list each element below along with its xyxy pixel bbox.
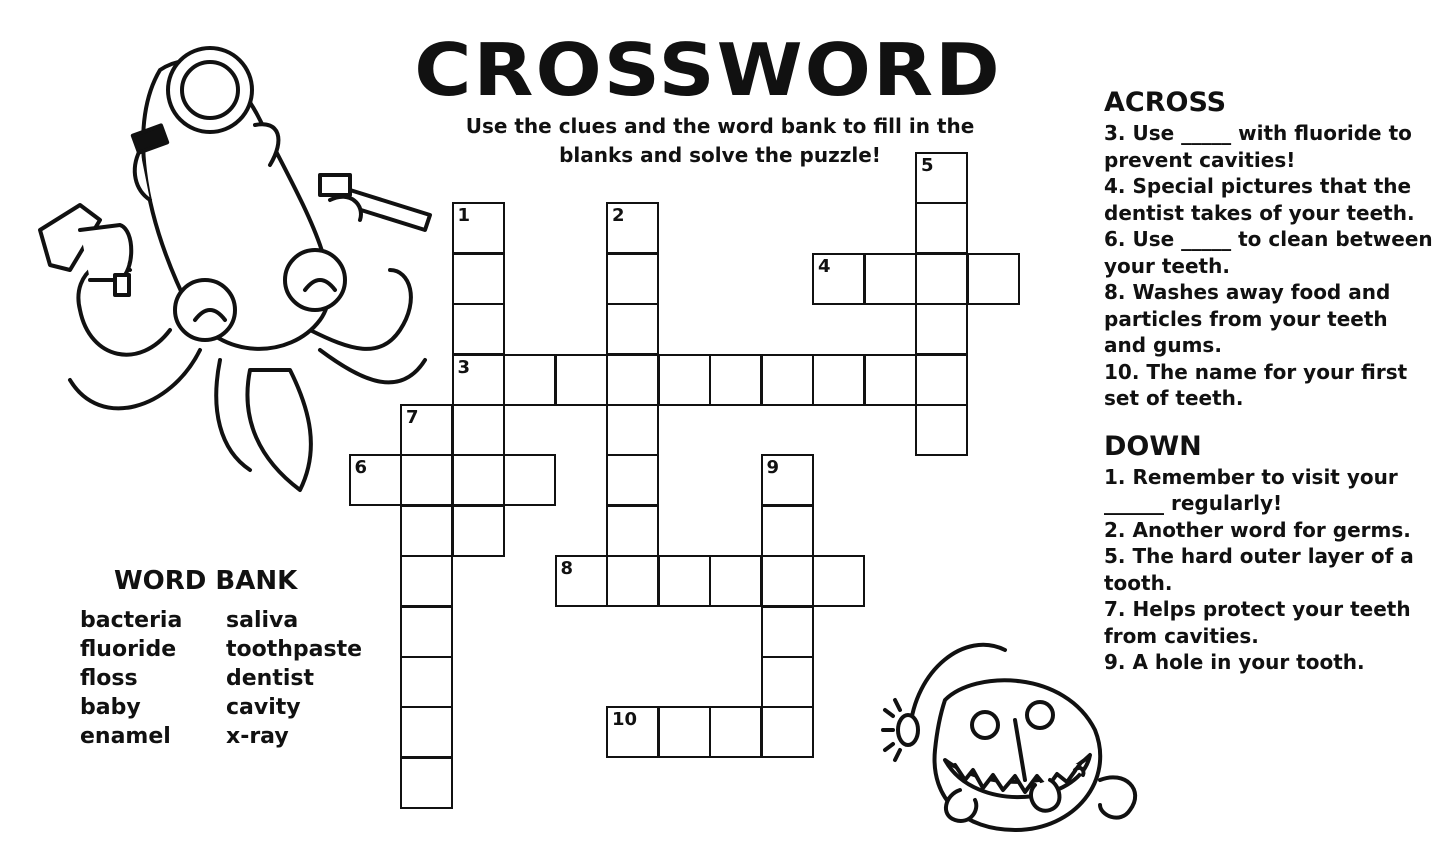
word-bank-word: floss	[80, 666, 138, 691]
clue-number: 7	[406, 407, 419, 428]
anglerfish-illustration	[875, 630, 1150, 855]
crossword-cell[interactable]	[452, 354, 505, 406]
clue-number: 4	[818, 255, 831, 277]
crossword-cell[interactable]	[864, 253, 917, 305]
down-clue-1: 1. Remember to visit your ______ regularly!	[1104, 464, 1398, 515]
crossword-cell[interactable]	[400, 606, 453, 658]
word-bank-word: bacteria	[80, 608, 183, 633]
crossword-cell[interactable]	[606, 404, 659, 456]
crossword-cell[interactable]	[606, 253, 659, 305]
crossword-cell[interactable]	[761, 454, 814, 506]
crossword-cell[interactable]	[812, 253, 865, 305]
crossword-cell[interactable]	[761, 706, 814, 758]
crossword-cell[interactable]	[606, 202, 659, 254]
word-bank-word: toothpaste	[226, 637, 363, 662]
instructions-line-1: Use the clues and the word bank to fill in the	[465, 114, 975, 138]
crossword-cell[interactable]	[658, 555, 711, 607]
crossword-cell[interactable]	[503, 354, 556, 406]
word-bank-word: x-ray	[226, 724, 289, 749]
crossword-cell[interactable]	[606, 303, 659, 355]
crossword-cell[interactable]	[658, 706, 711, 758]
down-heading: DOWN	[1104, 430, 1202, 462]
crossword-cell[interactable]	[709, 354, 762, 406]
word-bank-word: dentist	[226, 666, 314, 691]
crossword-cell[interactable]	[452, 253, 505, 305]
word-bank-word: baby	[80, 695, 141, 720]
crossword-cell[interactable]	[452, 303, 505, 355]
squid-dentist-illustration	[20, 30, 440, 510]
clue-number: 3	[457, 356, 471, 378]
crossword-cell[interactable]	[915, 152, 968, 204]
crossword-cell[interactable]	[967, 253, 1020, 305]
word-bank-word: saliva	[226, 608, 299, 633]
crossword-cell[interactable]	[658, 354, 711, 406]
across-clue-6: 6. Use _____ to clean between your teeth.	[1104, 227, 1433, 278]
crossword-cell[interactable]	[400, 505, 453, 557]
crossword-cell[interactable]	[606, 354, 659, 406]
crossword-cell[interactable]	[452, 404, 505, 456]
clue-number: 2	[612, 205, 625, 227]
crossword-cell[interactable]	[761, 656, 814, 708]
crossword-cell[interactable]	[915, 303, 968, 355]
crossword-cell[interactable]	[400, 404, 453, 456]
word-bank-column-1	[80, 606, 226, 751]
clue-number: 9	[766, 457, 780, 479]
across-clues	[1104, 86, 1434, 412]
crossword-cell[interactable]	[452, 454, 505, 506]
crossword-cell[interactable]	[555, 555, 608, 607]
crossword-cell[interactable]	[761, 606, 814, 658]
crossword-cell[interactable]	[915, 404, 968, 456]
down-clue-5: 5. The hard outer layer of a tooth.	[1104, 544, 1414, 595]
crossword-cell[interactable]	[709, 555, 762, 607]
down-clue-7: 7. Helps protect your teeth from cavities.	[1104, 597, 1411, 648]
crossword-cell[interactable]	[452, 202, 505, 254]
word-bank-word: fluoride	[80, 637, 177, 662]
crossword-cell[interactable]	[400, 555, 453, 607]
crossword-cell[interactable]	[400, 757, 453, 809]
across-clue-3: 3. Use _____ with fluoride to prevent cavities!	[1104, 121, 1412, 172]
down-clues	[1104, 430, 1434, 676]
clue-number: 1	[457, 205, 471, 227]
crossword-cell[interactable]	[503, 454, 556, 506]
crossword-cell[interactable]	[709, 706, 762, 758]
down-clue-2: 2. Another word for germs.	[1104, 517, 1411, 542]
crossword-cell[interactable]	[915, 253, 968, 305]
crossword-cell[interactable]	[606, 505, 659, 557]
crossword-cell[interactable]	[349, 454, 402, 506]
across-clue-4: 4. Special pictures that the dentist takes of your teeth.	[1104, 174, 1415, 225]
clue-number: 5	[921, 155, 934, 176]
word-bank-heading: WORD BANK	[114, 566, 298, 596]
crossword-cell[interactable]	[400, 656, 453, 708]
crossword-cell[interactable]	[400, 454, 453, 506]
crossword-cell[interactable]	[812, 354, 865, 406]
crossword-cell[interactable]	[761, 505, 814, 557]
crossword-cell[interactable]	[812, 555, 865, 607]
crossword-cell[interactable]	[915, 202, 968, 254]
crossword-cell[interactable]	[864, 354, 917, 406]
word-bank-word: enamel	[80, 724, 171, 749]
clues-panel	[1104, 86, 1434, 676]
clue-number: 6	[354, 457, 368, 479]
puzzle-title: CROSSWORD	[414, 29, 1002, 113]
across-clue-10: 10. The name for your first set of teeth.	[1104, 359, 1408, 410]
crossword-cell[interactable]	[606, 454, 659, 506]
crossword-cell[interactable]	[452, 505, 505, 557]
crossword-cell[interactable]	[915, 354, 968, 406]
clue-number: 8	[560, 558, 574, 580]
crossword-cell[interactable]	[761, 555, 814, 607]
down-clue-9: 9. A hole in your tooth.	[1104, 650, 1365, 674]
crossword-cell[interactable]	[761, 354, 814, 406]
word-bank-word: cavity	[226, 695, 301, 720]
crossword-cell[interactable]	[606, 706, 659, 758]
word-bank-column-2	[226, 606, 372, 751]
clue-number: 10	[612, 709, 638, 731]
across-heading: ACROSS	[1104, 87, 1227, 118]
word-bank	[80, 562, 380, 751]
crossword-cell[interactable]	[555, 354, 608, 406]
crossword-cell[interactable]	[606, 555, 659, 607]
across-clue-8: 8. Washes away food and particles from your teeth and gums.	[1104, 280, 1391, 357]
crossword-cell[interactable]	[400, 706, 453, 758]
instructions-line-2: blanks and solve the puzzle!	[559, 143, 881, 167]
